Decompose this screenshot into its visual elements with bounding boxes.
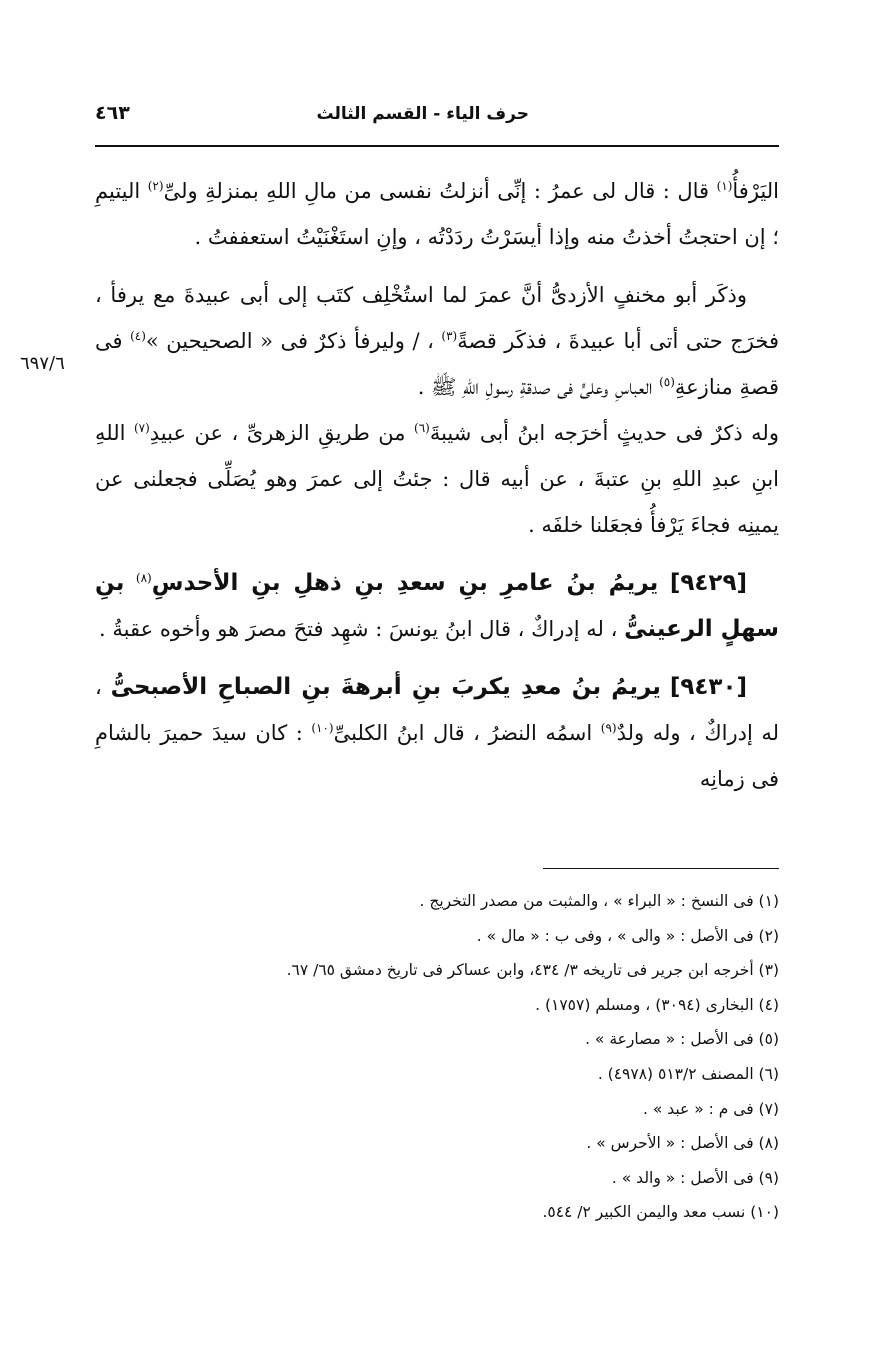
footnotes	[95, 888, 779, 1234]
footnote-ref-4: (٤)	[130, 329, 146, 343]
footnote-7: (٧) فى م : « عبد » .	[642, 1099, 779, 1118]
header-rule	[95, 145, 779, 147]
footnote-5: (٥) فى الأصل : « مصارعة » .	[585, 1030, 779, 1049]
footnote-ref-5: (٥)	[659, 375, 675, 389]
entry-name-cont: بنِ سهلٍ الرعينىُّ	[95, 570, 779, 642]
footnote-ref-1: (١)	[716, 179, 733, 193]
footnote-ref-6: (٦)	[414, 421, 430, 435]
paragraph-1: اليَرْفأُ$^{(١)}$ قال : قال لى عمرُ : إنِّى أنزلتُ نفسى من مالِ اللهِ بمنزلةِ ولىِّ$^{(٢)}$ اليتيمِ ؛ إن احتجتُ أخذتُ منه وإذا أيسَرْتُ ردَدْتُه ، وإنِ استَغْنَيْتُ استعففتُ .	[95, 179, 779, 249]
footnote-ref-10: (١٠)	[311, 721, 334, 735]
entry-number: [٩٤٢٩]	[669, 570, 747, 596]
margin-reference: ٦٩٧/٦	[20, 353, 65, 374]
footnote-3: (٣) أخرجه ابن جرير فى تاريخه ٣/ ٤٣٤، وابن عساكر فى تاريخ دمشق ٦٥/ ٦٧.	[286, 961, 779, 980]
footnote-ref-8: (٨)	[135, 571, 152, 585]
footnote-6: (٦) المصنف ٥١٣/٢ (٤٩٧٨) .	[597, 1064, 779, 1083]
entry-9429: [٩٤٢٩] يريمُ بنُ عامرِ بنِ سعدِ بنِ ذهلِ بنِ الأحدسِ$^{(٨)}$ بنِ سهلٍ الرعينىُّ ، له إدراكٌ ، قال ابنُ يونسَ : شهِد فتحَ مصرَ هو وأخوه عقبةُ .	[95, 570, 779, 642]
footnote-ref-9: (٩)	[600, 721, 617, 735]
footnote-2: (٢) فى الأصل : « والى » ، وفى ب : « مال » .	[476, 926, 779, 945]
footnote-10: (١٠) نسب معد واليمن الكبير ٢/ ٥٤٤.	[542, 1203, 779, 1222]
footnote-ref-7: (٧)	[133, 421, 150, 435]
entry-9430: [٩٤٣٠] يريمُ بنُ معدِ يكربَ بنِ أبرهةَ بنِ الصباحِ الأصبحىُّ ، له إدراكٌ ، وله ولدٌ$^{(٩)}$ اسمُه النضرُ ، قال ابنُ الكلبىِّ$^{(١٠)}$ : كان سيدَ حميرَ بالشامِ فى زمانِه	[95, 674, 780, 791]
main-text	[95, 168, 779, 814]
running-head: حرف الياء - القسم الثالث	[316, 104, 529, 124]
entry-number: [٩٤٣٠]	[669, 674, 747, 700]
footnote-ref-2: (٢)	[147, 179, 164, 193]
footnote-8: (٨) فى الأصل : « الأحرس » .	[586, 1134, 779, 1153]
footnote-ref-3: (٣)	[441, 329, 458, 343]
paragraph-2: وذكَر أبو مخنفٍ الأزدىُّ أنَّ عمرَ لما استُخْلِف كتَب إلى أبى عبيدةَ مع يرفأ ، فخرَج حتى أتى أبا عبيدةَ ، فذكَر قصةً$^{(٣)}$ ، / وليرفأ ذكرٌ فى « الصحيحين »$^{(٤)}$ فى قصةِ منازعةِ$^{(٥)}$ العباسِ وعلىٍّ فى صدقةِ رسولِ اللهِ ﷺ . وله ذكرٌ فى حديثٍ أخرَجه ابنُ أبى شيبةَ$^{(٦)}$ من طريقِ الزهرىِّ ، عن عبيدِ$^{(٧)}$ اللهِ ابنِ عبدِ اللهِ بنِ عتبةَ ، عن أبيه قال : جئتُ إلى عمرَ وهو يُصَلِّى فجعلنى عن يمينِه فجاءَ يَرْفأُ فجعَلنا خلفَه .	[95, 283, 779, 537]
entry-name: يريمُ بنُ عامرِ بنِ سعدِ بنِ ذهلِ بنِ الأحدسِ	[151, 570, 659, 596]
footnote-9: (٩) فى الأصل : « والد » .	[611, 1168, 779, 1187]
footnote-rule	[543, 868, 779, 869]
footnote-4: (٤) البخارى (٣٠٩٤) ، ومسلم (١٧٥٧) .	[535, 995, 779, 1014]
page-header	[95, 100, 779, 134]
page-number: ٤٦٣	[95, 102, 130, 124]
footnote-1: (١) فى النسخ : « البراء » ، والمثبت من مصدر التخريج .	[419, 892, 779, 910]
entry-name: يريمُ بنُ معدِ يكربَ بنِ أبرهةَ بنِ الصباحِ الأصبحىُّ	[110, 674, 661, 700]
